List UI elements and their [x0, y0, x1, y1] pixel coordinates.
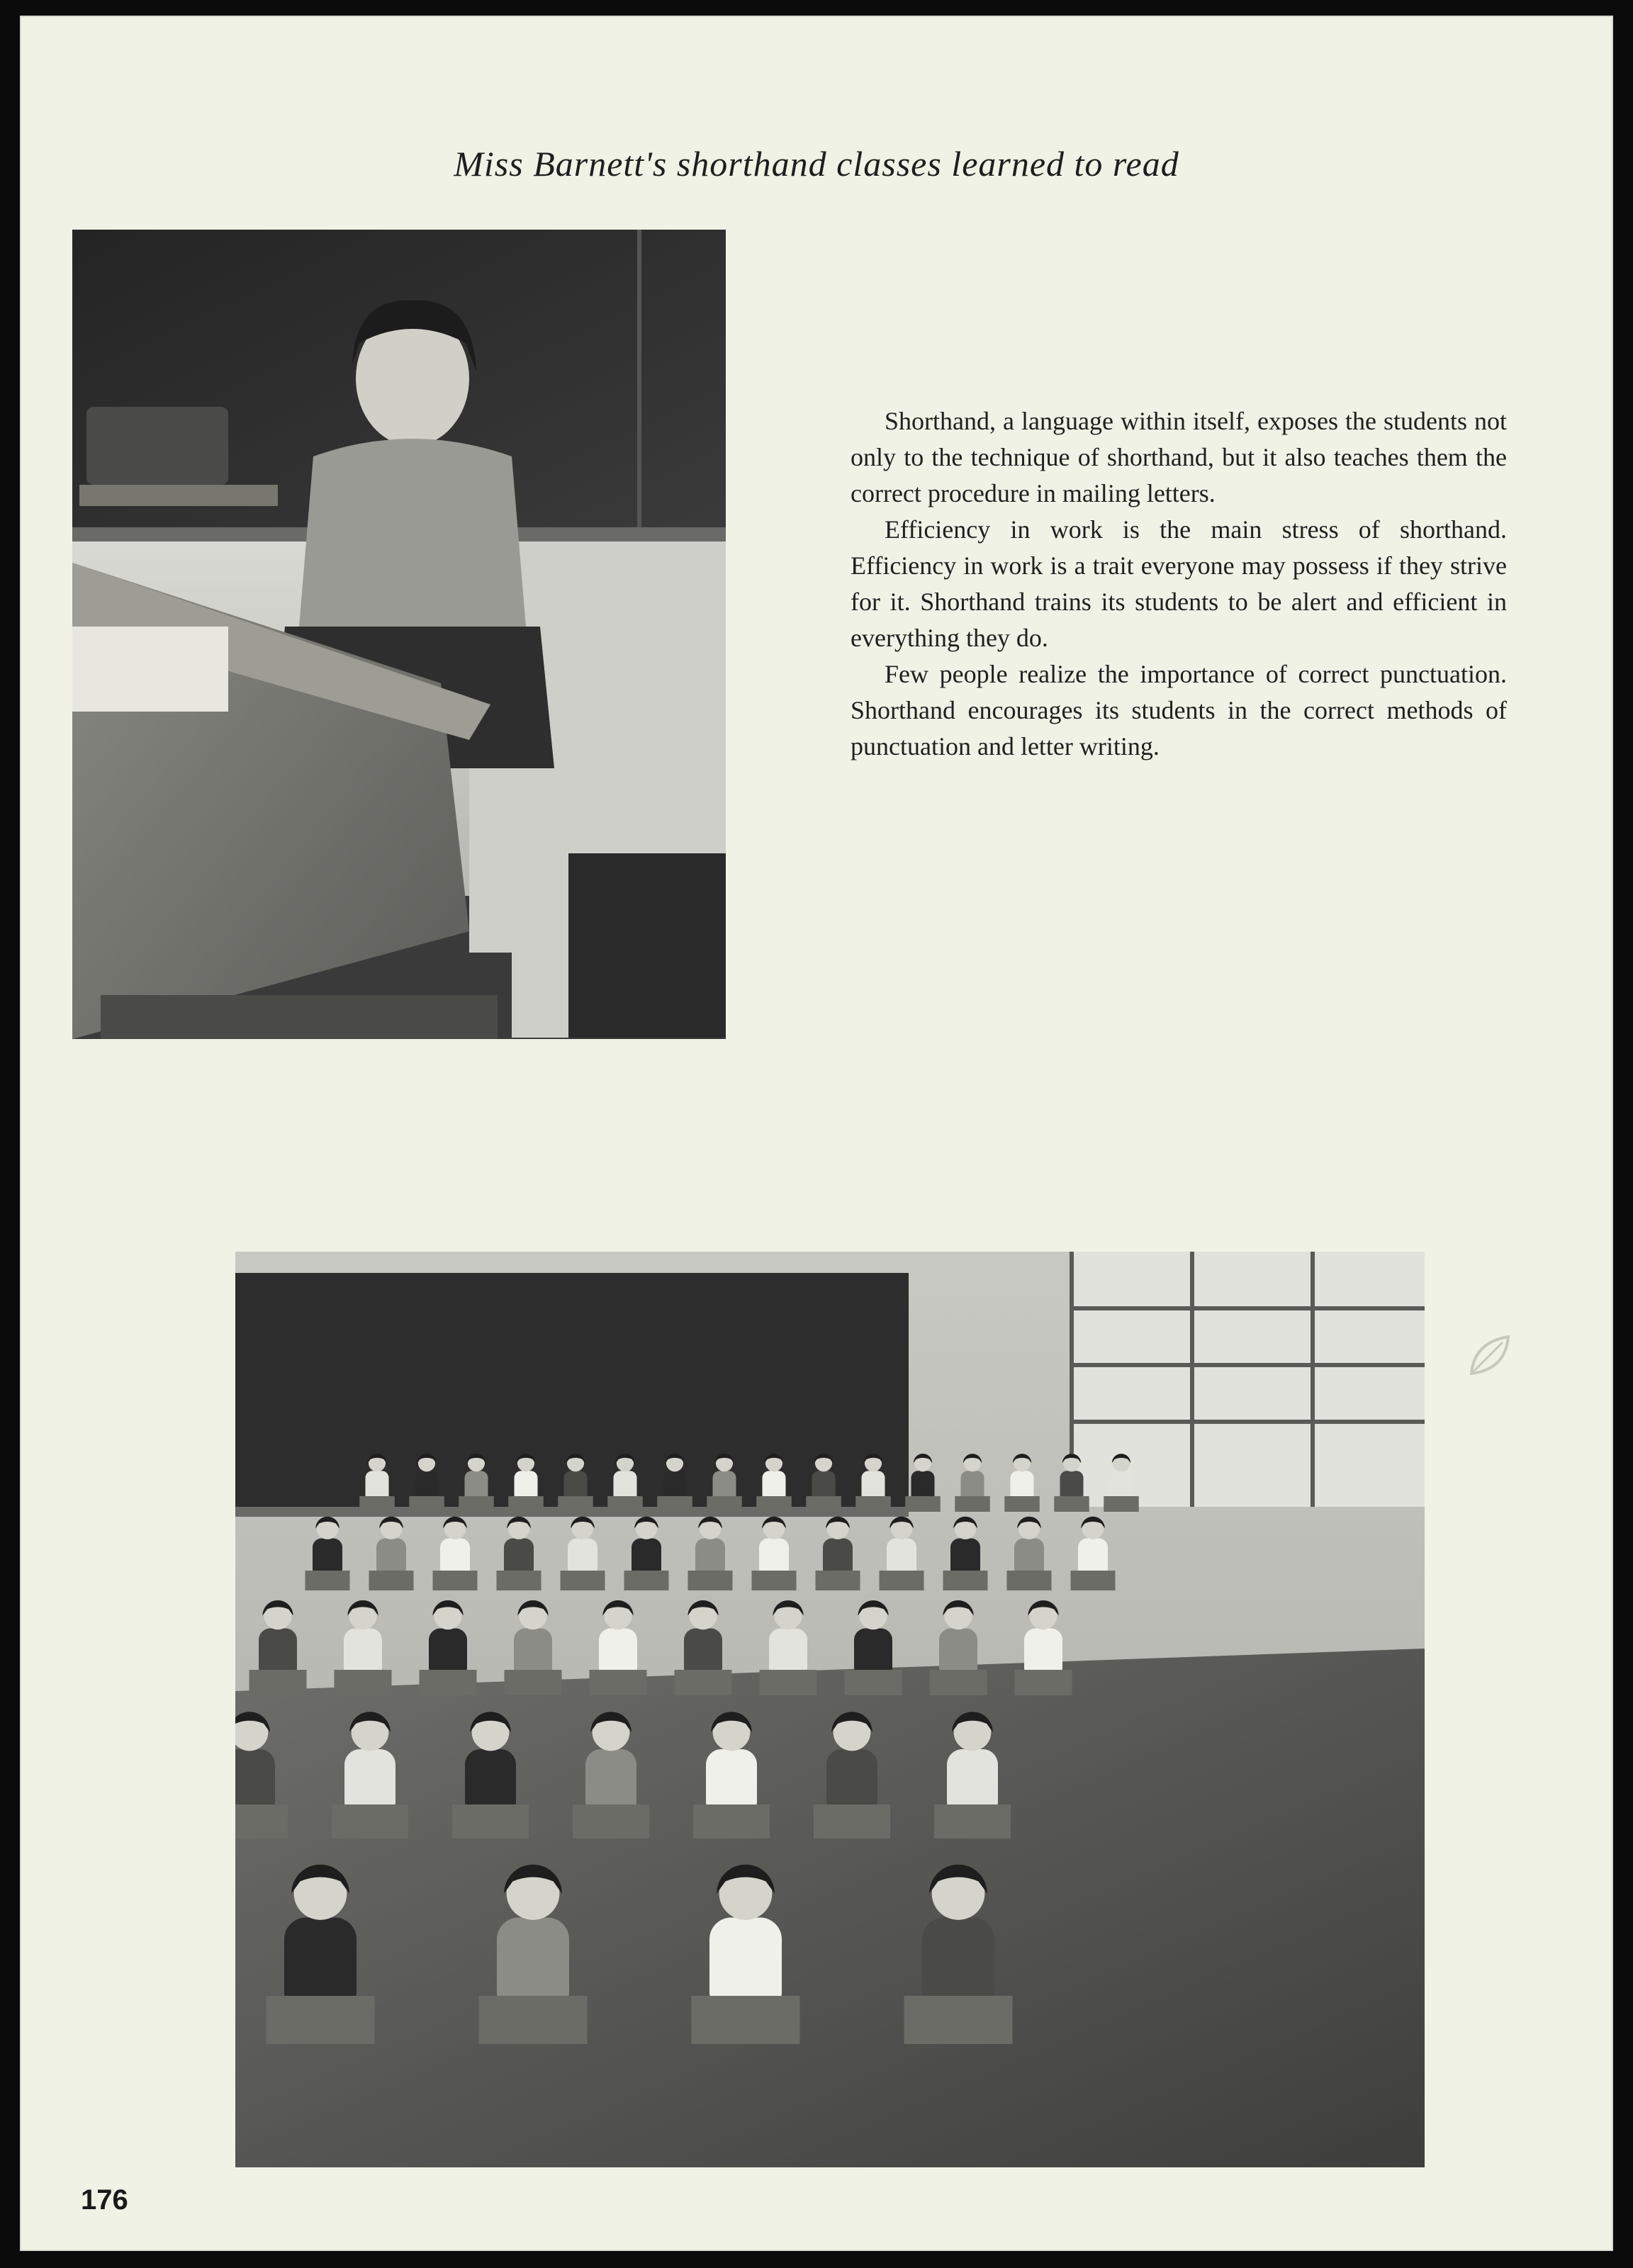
school-desk — [904, 1996, 1013, 2044]
school-desk — [305, 1571, 350, 1590]
school-desk — [335, 1670, 392, 1695]
school-desk — [1071, 1571, 1116, 1590]
paragraph: Efficiency in work is the main stress of shorthand. Efficiency in work is a trait everyone may possess if they strive for it. Shorthand trains its students to be alert and efficient in everything they do. — [851, 515, 1507, 652]
school-desk — [1054, 1496, 1089, 1512]
school-desk — [452, 1804, 529, 1838]
school-desk — [752, 1571, 797, 1590]
school-desk — [657, 1496, 692, 1512]
school-desk — [1104, 1496, 1139, 1512]
school-desk — [590, 1670, 647, 1695]
school-desk — [573, 1804, 649, 1838]
leaf-ornament-icon — [1467, 1332, 1513, 1378]
school-desk — [420, 1670, 477, 1695]
school-desk — [934, 1804, 1011, 1838]
school-desk — [369, 1571, 414, 1590]
school-desk — [707, 1496, 742, 1512]
school-desk — [1007, 1571, 1052, 1590]
school-desk — [688, 1571, 733, 1590]
school-desk — [249, 1670, 307, 1695]
school-desk — [845, 1670, 902, 1695]
page-number: 176 — [81, 2184, 128, 2216]
school-desk — [806, 1496, 841, 1512]
school-desk — [558, 1496, 593, 1512]
school-desk — [561, 1571, 605, 1590]
school-desk — [479, 1996, 588, 2044]
school-desk — [459, 1496, 494, 1512]
article-text — [851, 403, 1507, 765]
school-desk — [905, 1496, 941, 1512]
teacher-photo — [72, 230, 726, 1039]
school-desk — [816, 1571, 860, 1590]
school-desk — [930, 1670, 987, 1695]
school-desk — [433, 1571, 478, 1590]
school-desk — [505, 1670, 562, 1695]
school-desk — [409, 1496, 444, 1512]
school-desk — [693, 1804, 770, 1838]
paragraph: Few people realize the importance of correct punctuation. Shorthand encourages its students in the correct methods of punctuation and letter writing. — [851, 660, 1507, 760]
school-desk — [880, 1571, 924, 1590]
school-desk — [1015, 1670, 1072, 1695]
school-desk — [1004, 1496, 1040, 1512]
yearbook-page — [20, 16, 1613, 2251]
school-desk — [955, 1496, 990, 1512]
school-desk — [607, 1496, 643, 1512]
school-desk — [332, 1804, 408, 1838]
page-heading: Miss Barnett's shorthand classes learned to read — [454, 144, 1179, 184]
paragraph: Shorthand, a language within itself, exposes the students not only to the technique of shorthand, but it also teaches them the correct procedure in mailing letters. — [851, 407, 1507, 507]
school-desk — [760, 1670, 817, 1695]
school-desk — [692, 1996, 800, 2044]
school-desk — [508, 1496, 544, 1512]
school-desk — [497, 1571, 541, 1590]
school-desk — [943, 1571, 988, 1590]
school-desk — [675, 1670, 732, 1695]
school-desk — [624, 1571, 669, 1590]
school-desk — [266, 1996, 375, 2044]
school-desk — [756, 1496, 792, 1512]
school-desk — [814, 1804, 890, 1838]
school-desk — [855, 1496, 891, 1512]
school-desk — [359, 1496, 395, 1512]
school-desk — [235, 1804, 288, 1838]
classroom-photo — [235, 1252, 1425, 2167]
